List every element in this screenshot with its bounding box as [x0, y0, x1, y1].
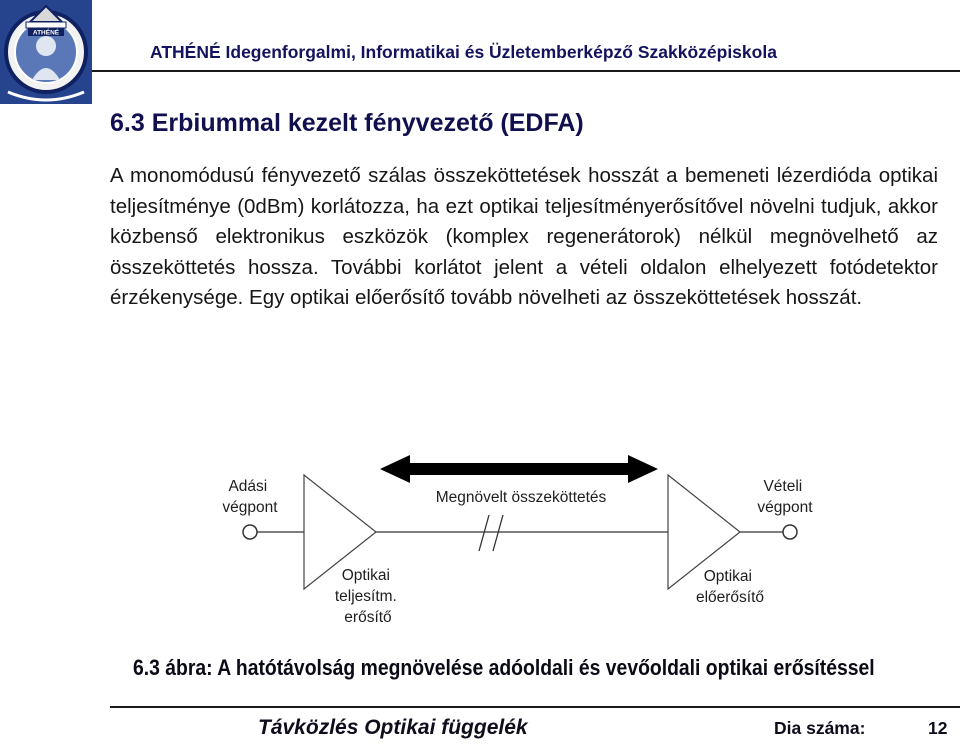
- preamp-label: Optikai előerősítő: [695, 568, 765, 606]
- double-arrow: [380, 455, 658, 483]
- tx-terminal: [243, 525, 257, 539]
- slide-number: 12: [928, 718, 948, 738]
- school-name: ATHÉNÉ Idegenforgalmi, Informatikai és Üzletemberképző Szakközépiskola: [150, 42, 777, 62]
- slide-paragraph: A monomódusú fényvezető szálas összeköttetések hosszát a bemeneti lézerdióda optikai teljesítménye (0dBm) korlátozza, ha ezt optikai teljesítményerősítővel növelni tudjuk, akkor közbenső elektronikus eszközök (komplex regenerátorok) nélkül megnövelhető az összeköttetés hossza. További korlátot jelent a vételi oldalon elhelyezett fotódetektor érzékenysége. Egy optikai előerősítő tovább növelheti az összeköttetések hosszát.: [110, 164, 938, 310]
- footer-divider: [110, 706, 960, 708]
- booster-label: Optikai teljesítm. erősítő: [334, 567, 397, 626]
- figure-caption: 6.3 ábra: A hatótávolság megnövelése adóoldali és vevőoldali optikai erősítéssel: [133, 655, 875, 680]
- slide-number-label: Dia száma:: [774, 718, 866, 738]
- edfa-link-diagram: [0, 430, 960, 645]
- slide-heading: 6.3 Erbiummal kezelt fényvezető (EDFA): [110, 109, 584, 137]
- logo-text: ATHÉNÉ: [32, 29, 60, 37]
- rx-terminal: [783, 525, 797, 539]
- rx-label: Vételi végpont: [757, 478, 813, 516]
- header-divider: [92, 70, 960, 72]
- link-label: Megnövelt összeköttetés: [435, 489, 607, 506]
- tx-label: Adási végpont: [222, 478, 278, 516]
- footer-title: Távközlés Optikai függelék: [258, 716, 528, 739]
- break-mark-right: [493, 515, 503, 551]
- break-mark-left: [479, 515, 489, 551]
- school-logo: [0, 0, 92, 104]
